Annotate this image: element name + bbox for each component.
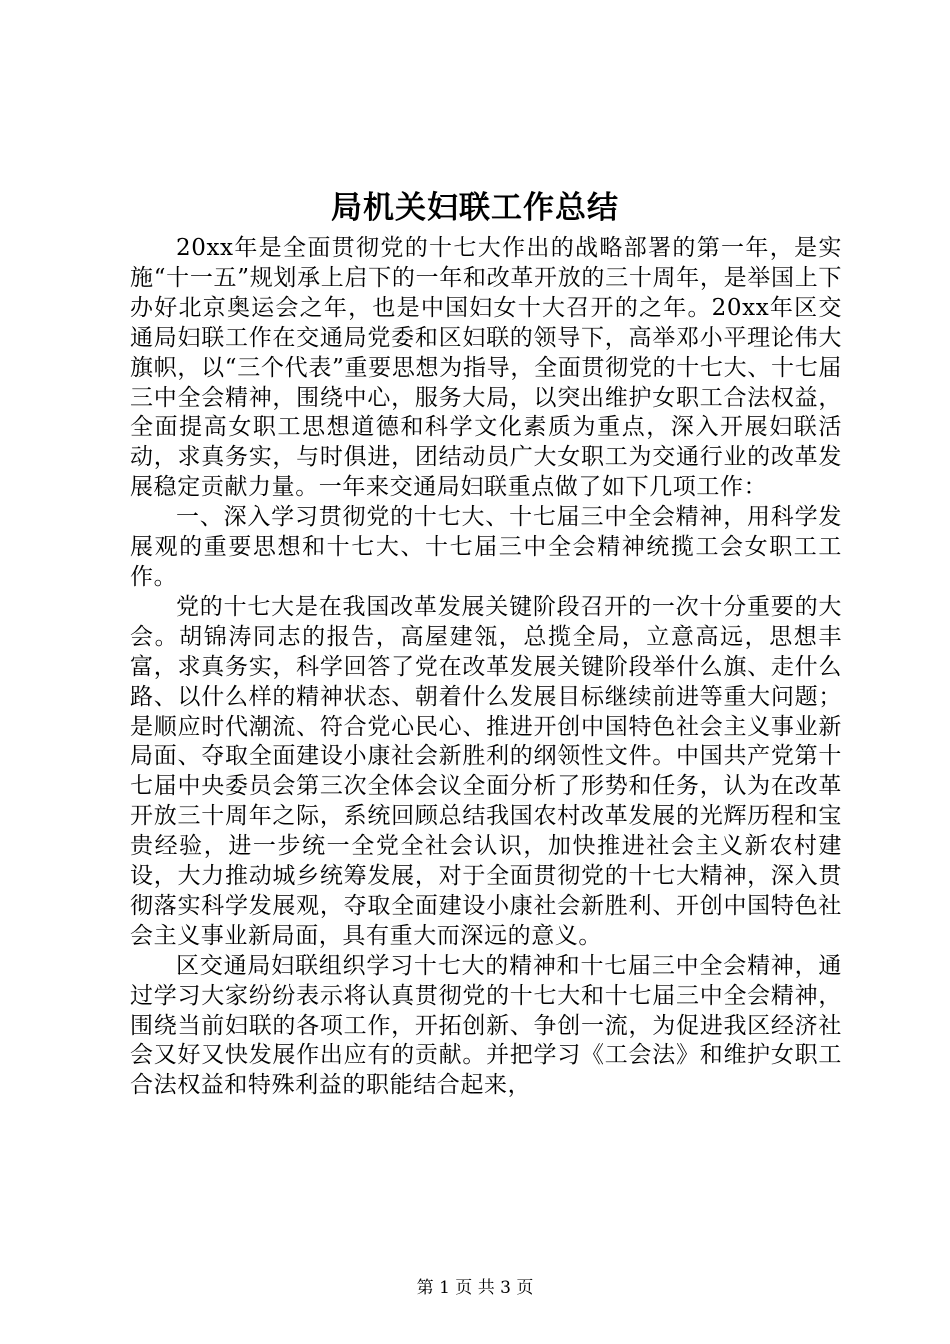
document-title: 局机关妇联工作总结 — [331, 190, 619, 226]
page-footer: 第 1 页 共 3 页 — [416, 1278, 534, 1298]
paragraph-intro: 20xx年是全面贯彻党的十七大作出的战略部署的第一年，是实施“十一五”规划承上启下的一年和改革开放的三十周年，是举国上下办好北京奥运会之年，也是中国妇女十大召开的之年。20xx年区交通局妇联工作在交通局党委和区妇联的领导下，高举邓小平理论伟大旗帜，以“三个代表”重要思想为指导，全面贯彻党的十七大、十七届三中全会精神，围绕中心，服务大局，以突出维护女职工合法权益，全面提高女职工思想道德和科学文化素质为重点，深入开展妇联活动，求真务实，与时俱进，团结动员广大女职工为交通行业的改革发展稳定贡献力量。一年来交通局妇联重点做了如下几项工作： — [130, 235, 842, 501]
paragraph-study-activities: 区交通局妇联组织学习十七大的精神和十七届三中全会精神，通过学习大家纷纷表示将认真贯彻党的十七大和十七届三中全会精神，围绕当前妇联的各项工作，开拓创新、争创一流，为促进我区经济社会又好又快发展作出应有的贡献。并把学习《工会法》和维护女职工合法权益和特殊利益的职能结合起来， — [130, 952, 842, 1099]
document-body — [130, 234, 842, 1101]
paragraph-congress-significance: 党的十七大是在我国改革发展关键阶段召开的一次十分重要的大会。胡锦涛同志的报告，高屋建瓴，总揽全局，立意高远，思想丰富，求真务实，科学回答了党在改革发展关键阶段举什么旗、走什么路、以什么样的精神状态、朝着什么发展目标继续前进等重大问题；是顺应时代潮流、符合党心民心、推进开创中国特色社会主义事业新局面、夺取全面建设小康社会新胜利的纲领性文件。中国共产党第十七届中央委员会第三次全体会议全面分析了形势和任务，认为在改革开放三十周年之际，系统回顾总结我国农村改革发展的光辉历程和宝贵经验，进一步统一全党全社会认识，加快推进社会主义新农村建设，大力推动城乡统筹发展，对于全面贯彻党的十七大精神，深入贯彻落实科学发展观，夺取全面建设小康社会新胜利、开创中国特色社会主义事业新局面，具有重大而深远的意义。 — [130, 593, 842, 949]
paragraph-section-one-heading: 一、深入学习贯彻党的十七大、十七届三中全会精神，用科学发展观的重要思想和十七大、十七届三中全会精神统揽工会女职工工作。 — [130, 504, 842, 590]
